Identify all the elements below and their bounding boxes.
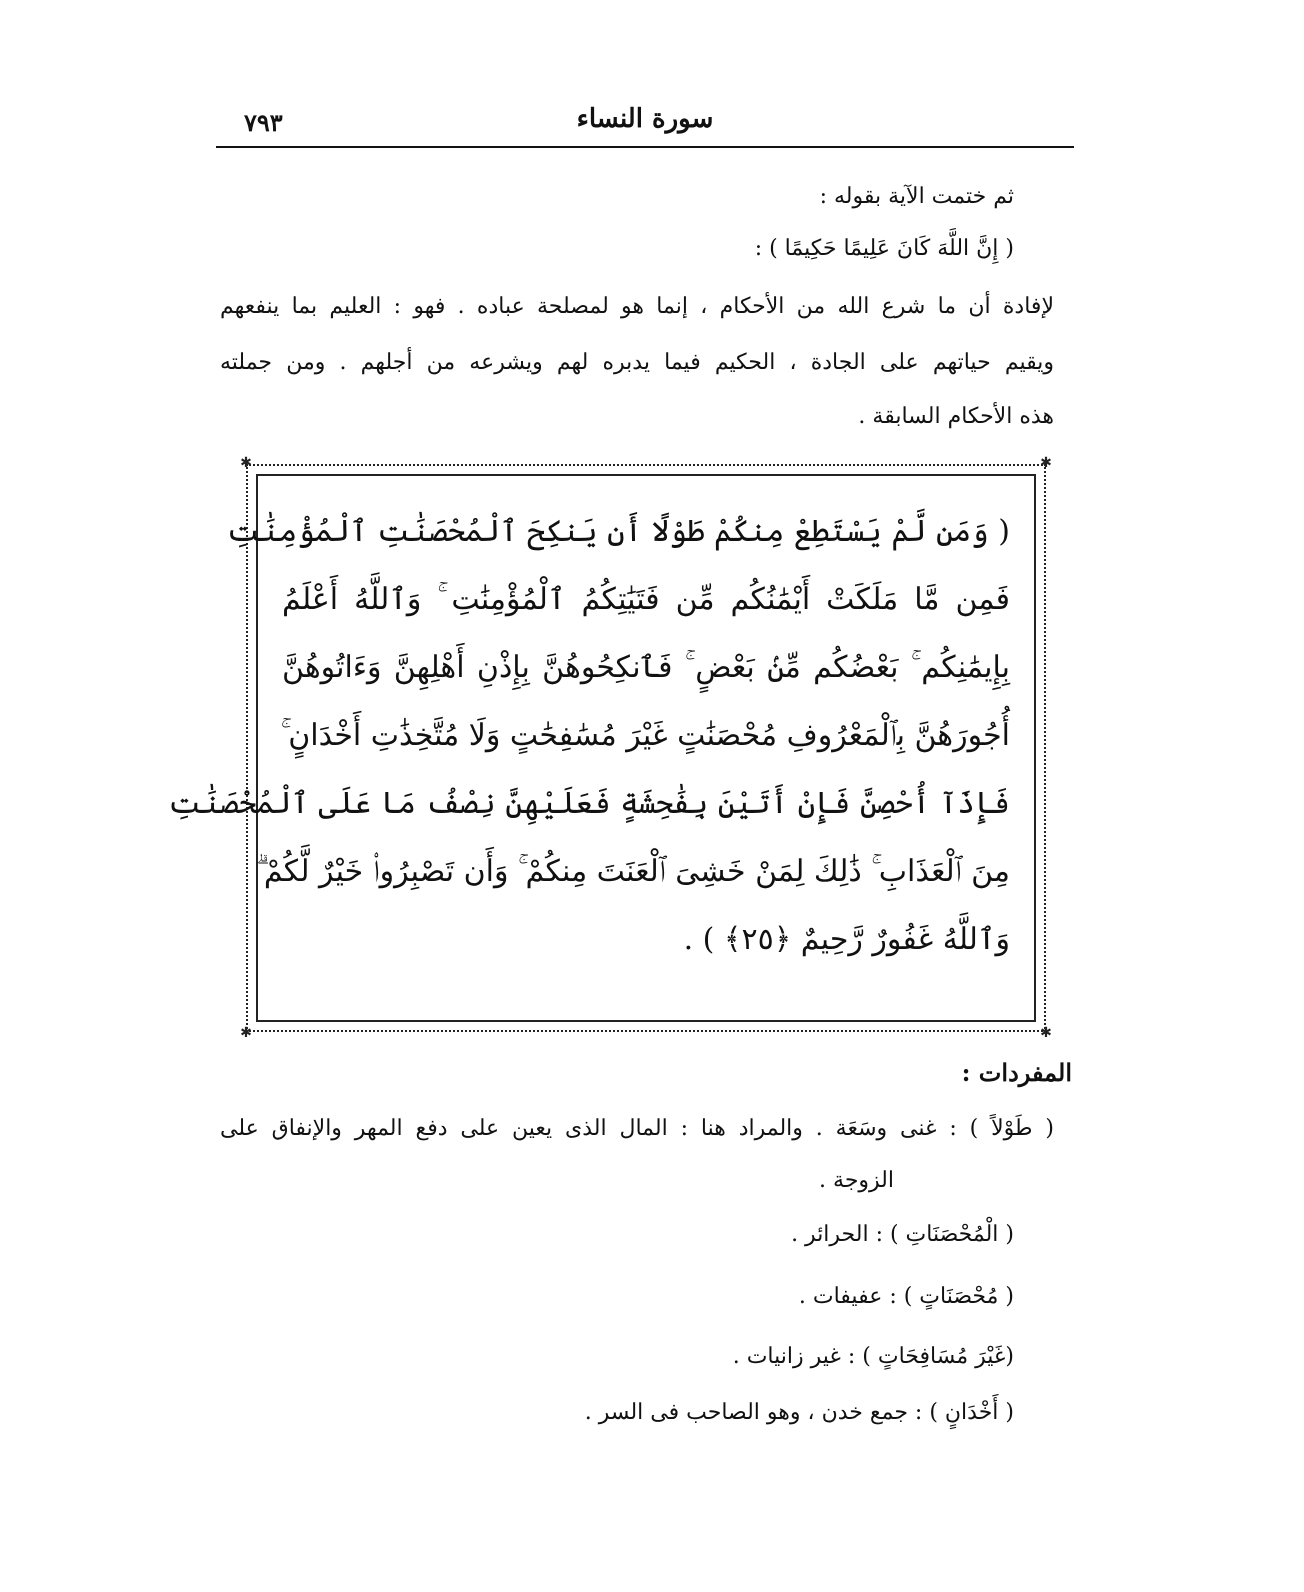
frame-corner-star-icon: ✱ [1040,1025,1052,1041]
frame-corner-star-icon: ✱ [240,455,252,471]
verse-line: فَمِن مَّا مَلَكَتْ أَيْمَٰنُكُم مِّن فَتَيَٰتِكُمُ ٱلْمُؤْمِنَٰتِ ۚ وَٱللَّهُ أَعْلَمُ [282,582,1010,617]
vocabulary-entry: ( مُحْصَنَاتٍ ) : عفيفات . [798,1284,1014,1309]
vocabulary-entry: ( الْمُحْصَنَاتِ ) : الحرائر . [791,1222,1014,1247]
vocabulary-heading: المفردات : [961,1058,1072,1087]
verse-line: مِنَ ٱلْعَذَابِ ۚ ذَٰلِكَ لِمَنْ خَشِىَ ٱلْعَنَتَ مِنكُمْ ۚ وَأَن تَصْبِرُوا۟ خَيْرٌ لَّكُمْ ۗ [256,854,1010,889]
intro-line: ثم ختمت الآية بقوله : [819,184,1014,209]
page-header [216,104,1074,144]
frame-corner-star-icon: ✱ [1040,455,1052,471]
verse-line: بِإِيمَٰنِكُم ۚ بَعْضُكُم مِّنۢ بَعْضٍ ۚ فَٱنكِحُوهُنَّ بِإِذْنِ أَهْلِهِنَّ وَءَاتُوهُنَّ [282,650,1010,685]
header-divider [216,146,1074,148]
page-number: ٧٩٣ [244,108,283,137]
vocabulary-entry: (غَيْرَ مُسَافِحَاتٍ ) : غير زانيات . [732,1344,1014,1369]
vocabulary-entry: ( أَخْدَانٍ ) : جمع خدن ، وهو الصاحب فى السر . [584,1400,1014,1425]
verse-line: ( وَمَن لَّمْ يَسْتَطِعْ مِنكُمْ طَوْلًا أَن يَنكِحَ ٱلْمُحْصَنَٰتِ ٱلْمُؤْمِنَٰتِ [226,514,1010,549]
commentary-line: ويقيم حياتهم على الجادة ، الحكيم فيما يدبره لهم ويشرعه من أجلهم . ومن جملته [220,350,1054,375]
intro-verse-quote: ( إِنَّ اللَّهَ كَانَ عَلِيمًا حَكِيمًا ) : [754,236,1014,261]
vocabulary-entry: الزوجة . [819,1168,894,1193]
vocabulary-entry: ( طَوْلاً ) : غنى وسَعَة . والمراد هنا : المال الذى يعين على دفع المهر والإنفاق على [220,1116,1054,1141]
verse-line: أُجُورَهُنَّ بِٱلْمَعْرُوفِ مُحْصَنَٰتٍ غَيْرَ مُسَٰفِحَٰتٍ وَلَا مُتَّخِذَٰتِ أَخْدَانٍ ۚ [280,718,1010,753]
commentary-line: لإفادة أن ما شرع الله من الأحكام ، إنما هو لمصلحة عباده . فهو : العليم بما ينفعهم [220,294,1054,319]
verse-line: فَإِذَآ أُحْصِنَّ فَإِنْ أَتَيْنَ بِفَٰحِشَةٍ فَعَلَيْهِنَّ نِصْفُ مَا عَلَى ٱلْمُحْصَنَٰتِ [168,786,1010,821]
commentary-line: هذه الأحكام السابقة . [858,404,1054,429]
verse-frame [168,455,1052,1041]
surah-title: سورة النساء [576,104,714,134]
verse-line: وَٱللَّهُ غَفُورٌ رَّحِيمٌ ﴿٢٥﴾ ) . [683,922,1010,957]
frame-corner-star-icon: ✱ [240,1025,252,1041]
